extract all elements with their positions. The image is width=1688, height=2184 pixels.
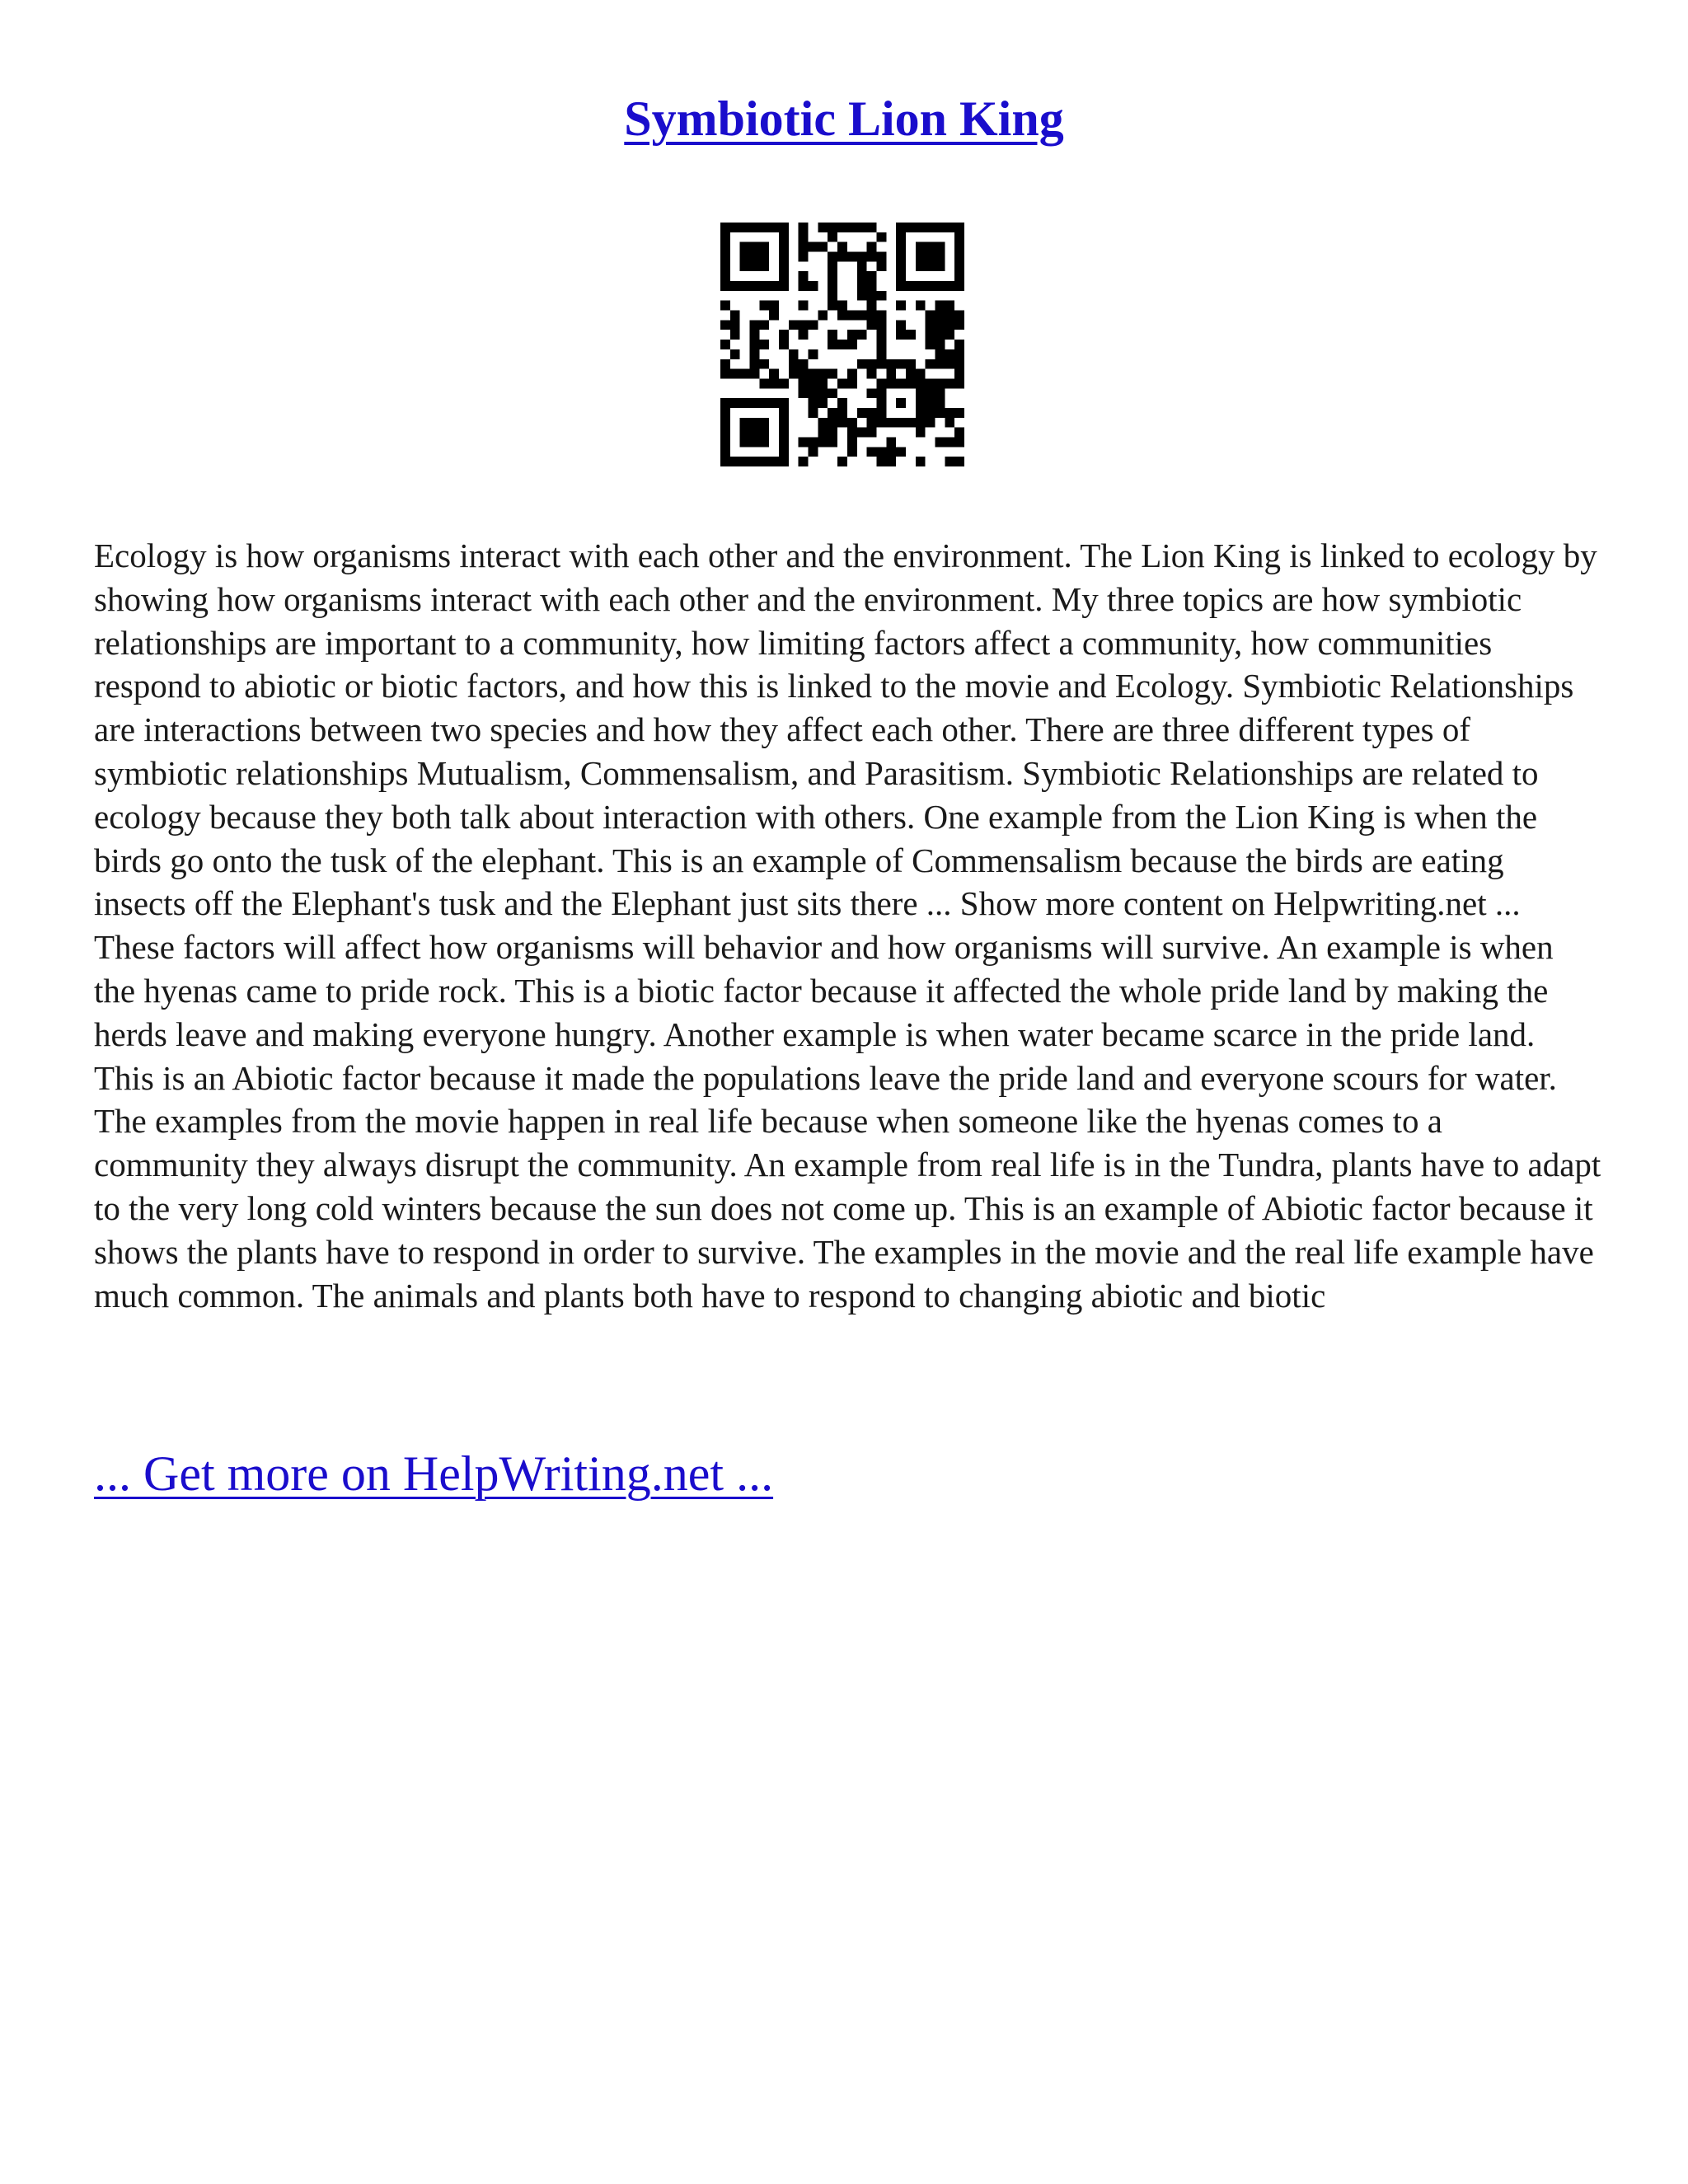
title-link[interactable]: Symbiotic Lion King (624, 91, 1064, 146)
qr-code-icon (720, 223, 964, 466)
page-title (0, 89, 1688, 148)
body-paragraph: Ecology is how organisms interact with each other and the environment. The Lion King is linked to ecology by showing how organisms interact with each other and the environment. My three topics are how symbiotic relationships are important to a community, how limiting factors affect a community, how communities respond to abiotic or biotic factors, and how this is linked to the movie and Ecology. Symbiotic Relationships are interactions between two species and how they affect each other. There are three different types of symbiotic relationships Mutualism, Commensalism, and Parasitism. Symbiotic Relationships are related to ecology because they both talk about interaction with others. One example from the Lion King is when the birds go onto the tusk of the elephant. This is an example of Commensalism because the birds are eating insects off the Elephant's tusk and the Elephant just sits there ... Show more content on Helpwriting.net ... These factors will affect how organisms will behavior and how organisms will survive. An example is when the hyenas came to pride rock. This is a biotic factor because it affected the whole pride land by making the herds leave and making everyone hungry. Another example is when water became scarce in the pride land. This is an Abiotic factor because it made the populations leave the pride land and everyone scours for water. The examples from the movie happen in real life because when someone like the hyenas comes to a community they always disrupt the community. An example from real life is in the Tundra, plants have to adapt to the very long cold winters because the sun does not come up. This is an example of Abiotic factor because it shows the plants have to respond in order to survive. The examples in the movie and the real life example have much common. The animals and plants both have to respond to changing abiotic and biotic (94, 537, 1601, 1315)
get-more-link[interactable]: ... Get more on HelpWriting.net ... (94, 1446, 774, 1501)
qr-code (720, 223, 964, 466)
more-link-container (94, 1444, 773, 1503)
